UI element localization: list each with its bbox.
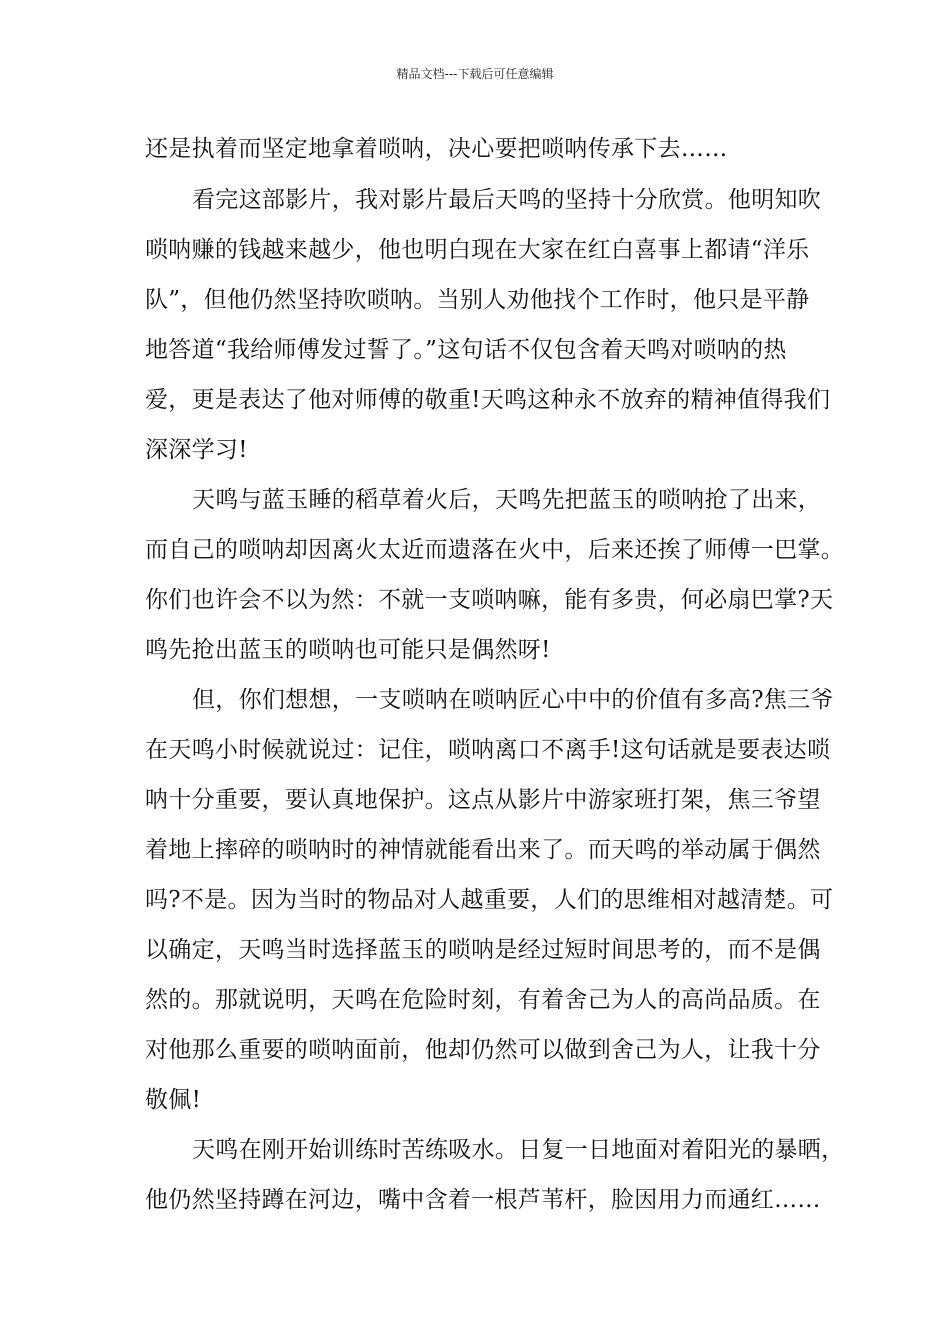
text-line: 唢呐赚的钱越来越少，他也明白现在大家在红白喜事上都请“洋乐	[145, 237, 810, 263]
text-line: 吗?不是。因为当时的物品对人越重要，人们的思维相对越清楚。可	[145, 887, 834, 913]
paragraph-first-line: 天鸣在刚开始训练时苦练吸水。日复一日地面对着阳光的暴晒，	[192, 1137, 845, 1163]
text-line: 敬佩!	[145, 1087, 202, 1113]
text-line: 他仍然坚持蹲在河边，嘴中含着一根芦苇杆，脸因用力而通红……	[145, 1187, 821, 1213]
text-line: 鸣先抢出蓝玉的唢呐也可能只是偶然呀!	[145, 637, 551, 663]
text-line: 然的。那就说明，天鸣在危险时刻，有着舍己为人的高尚品质。在	[145, 987, 821, 1013]
text-line: 还是执着而坚定地拿着唢呐，决心要把唢呐传承下去……	[145, 136, 728, 162]
paragraph-first-line: 但，你们想想，一支唢呐在唢呐匠心中中的价值有多高?焦三爷	[192, 687, 834, 713]
paragraph-first-line: 看完这部影片，我对影片最后天鸣的坚持十分欣赏。他明知吹	[192, 187, 822, 213]
text-line: 以确定，天鸣当时选择蓝玉的唢呐是经过短时间思考的，而不是偶	[145, 937, 821, 963]
text-line: 在天鸣小时候就说过：记住，唢呐离口不离手!这句话就是要表达唢	[145, 737, 831, 763]
text-line: 队”，但他仍然坚持吹唢呐。当别人劝他找个工作时，他只是平静	[145, 287, 810, 313]
page-header: 精品文档---下载后可任意编辑	[396, 67, 554, 81]
text-line: 而自己的唢呐却因离火太近而遗落在火中，后来还挨了师傅一巴掌。	[145, 537, 844, 563]
text-line: 深深学习!	[145, 437, 248, 463]
text-line: 对他那么重要的唢呐面前，他却仍然可以做到舍己为人，让我十分	[145, 1037, 821, 1063]
text-line: 地答道“我给师傅发过誓了。”这句话不仅包含着天鸣对唢呐的热	[145, 337, 787, 363]
text-line: 你们也许会不以为然：不就一支唢呐嘛，能有多贵，何必扇巴掌?天	[145, 587, 834, 613]
text-line: 着地上摔碎的唢呐时的神情就能看出来了。而天鸣的举动属于偶然	[145, 837, 821, 863]
text-line: 呐十分重要，要认真地保护。这点从影片中游家班打架，焦三爷望	[145, 787, 821, 813]
paragraph-first-line: 天鸣与蓝玉睡的稻草着火后，天鸣先把蓝玉的唢呐抢了出来，	[192, 487, 822, 513]
text-line: 爱，更是表达了他对师傅的敬重!天鸣这种永不放弃的精神值得我们	[145, 387, 831, 413]
